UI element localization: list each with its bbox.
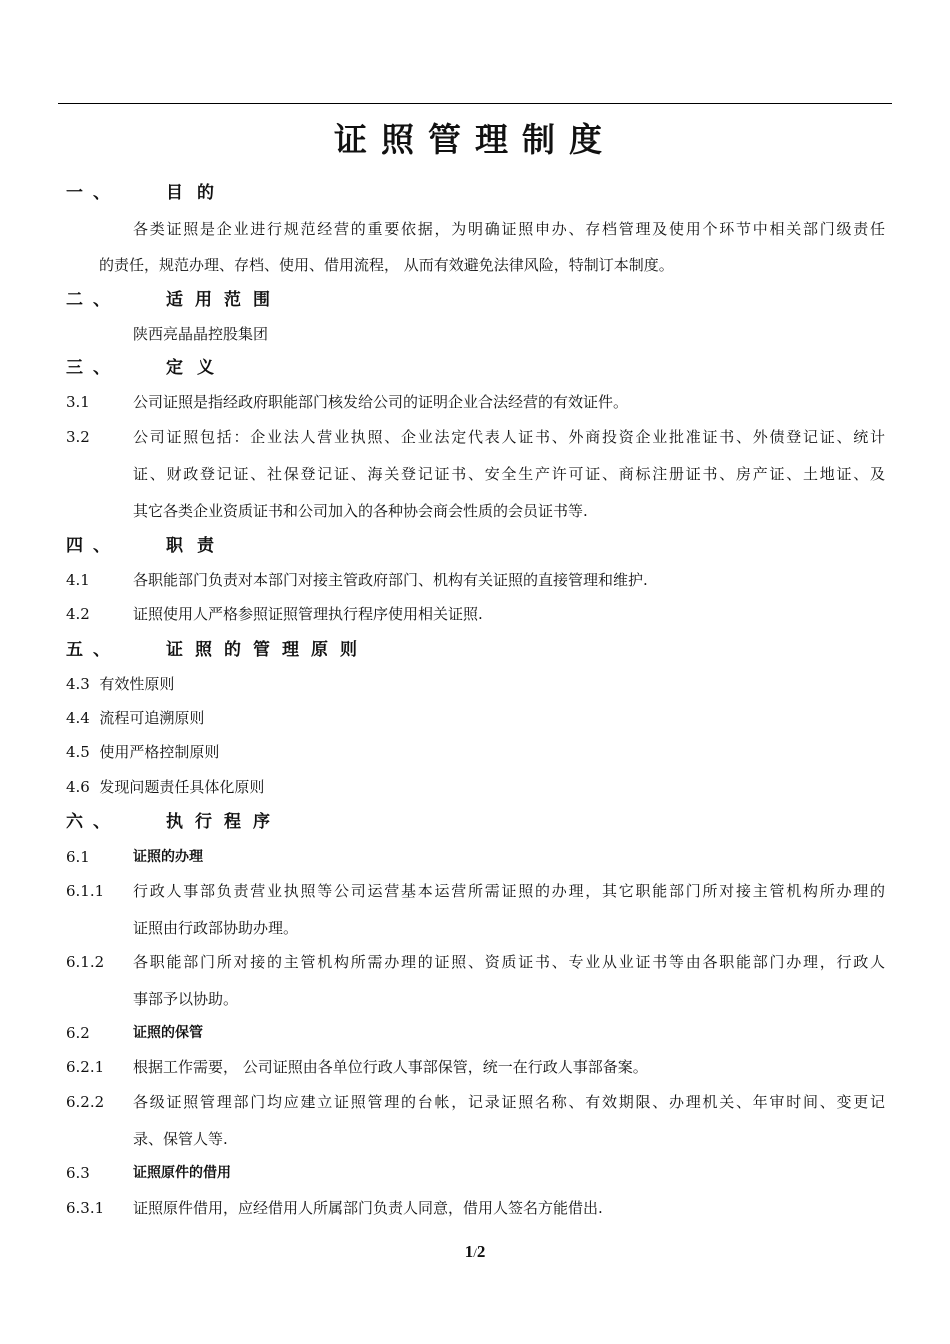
- clause-number: 6.3: [66, 1164, 90, 1182]
- clause-number: 6.3.1: [66, 1199, 105, 1217]
- section-number: 五、: [66, 640, 120, 660]
- principle-item: [66, 740, 219, 764]
- scope-text: 陕西亮晶晶控股集团: [133, 325, 269, 343]
- subsection-title: 证照的办理: [133, 849, 203, 865]
- clause-number: 6.2.1: [66, 1058, 105, 1076]
- subsection-title: 证照原件的借用: [133, 1165, 231, 1181]
- duty-4-2: 证照使用人严格参照证照管理执行程序使用相关证照.: [133, 605, 483, 623]
- principle-number: 4.4: [66, 709, 90, 727]
- clause-number: 4.1: [66, 571, 90, 589]
- section-heading-definitions: [66, 356, 228, 380]
- principle-text: 流程可追溯原则: [99, 709, 205, 727]
- clause-number: 3.1: [66, 393, 90, 411]
- principle-item: [66, 672, 174, 696]
- principle-number: 4.3: [66, 675, 90, 693]
- procedure-6-1-1-line-2: 证照由行政部协助办理。: [133, 919, 299, 937]
- section-name: 证照的管理原则: [166, 640, 369, 660]
- clause-number: 3.2: [66, 428, 90, 446]
- definition-3-2-line-1: 公司证照包括：企业法人营业执照、企业法定代表人证书、外商投资企业批准证书、外债登记证、统计: [133, 428, 885, 446]
- page-number: [0, 1242, 950, 1262]
- section-number: 二、: [66, 290, 120, 310]
- document-title: 证照管理制度: [334, 120, 616, 159]
- principle-text: 使用严格控制原则: [99, 743, 220, 761]
- clause-number: 6.1.1: [66, 882, 105, 900]
- procedure-6-1-1-line-1: 行政人事部负责营业执照等公司运营基本运营所需证照的办理，其它职能部门所对接主管机构所办理的: [133, 882, 885, 900]
- header-rule: [58, 103, 892, 104]
- section-number: 六、: [66, 812, 120, 832]
- section-name: 目的: [166, 183, 228, 203]
- procedure-6-2-2-line-2: 录、保管人等.: [133, 1130, 228, 1148]
- procedure-6-1-2-line-1: 各职能部门所对接的主管机构所需办理的证照、资质证书、专业从业证书等由各职能部门办理，行政人: [133, 953, 885, 971]
- purpose-line-1: 各类证照是企业进行规范经营的重要依据，为明确证照申办、存档管理及使用个环节中相关部门级责任: [133, 220, 885, 238]
- section-heading-principles: [66, 638, 369, 662]
- clause-number: 4.2: [66, 605, 90, 623]
- section-number: 四、: [66, 536, 120, 556]
- clause-number: 6.2.2: [66, 1093, 105, 1111]
- section-name: 适用范围: [166, 290, 282, 310]
- definition-3-2-line-3: 其它各类企业资质证书和公司加入的各种协会商会性质的会员证书等.: [133, 502, 588, 520]
- clause-number: 6.1: [66, 848, 90, 866]
- duty-4-1: 各职能部门负责对本部门对接主管政府部门、机构有关证照的直接管理和维护.: [133, 571, 648, 589]
- principle-item: [66, 706, 204, 730]
- current-page: 1: [464, 1242, 474, 1261]
- section-name: 职责: [166, 536, 228, 556]
- principle-number: 4.6: [66, 778, 90, 796]
- section-heading-duties: [66, 534, 228, 558]
- purpose-line-2: 的责任，规范办理、存档、使用、借用流程， 从而有效避免法律风险，特制订本制度。: [99, 256, 674, 274]
- subsection-title: 证照的保管: [133, 1025, 203, 1041]
- procedure-6-3-1: 证照原件借用，应经借用人所属部门负责人同意，借用人签名方能借出.: [133, 1199, 603, 1217]
- definition-3-2-line-2: 证、财政登记证、社保登记证、海关登记证书、安全生产许可证、商标注册证书、房产证、土地证、及: [133, 465, 885, 483]
- section-heading-procedures: [66, 810, 282, 834]
- principle-number: 4.5: [66, 743, 90, 761]
- section-number: 一、: [66, 183, 120, 203]
- definition-3-1: 公司证照是指经政府职能部门核发给公司的证明企业合法经营的有效证件。: [133, 393, 629, 411]
- procedure-6-2-2-line-1: 各级证照管理部门均应建立证照管理的台帐，记录证照名称、有效期限、办理机关、年审时间、变更记: [133, 1093, 885, 1111]
- section-number: 三、: [66, 358, 120, 378]
- clause-number: 6.1.2: [66, 953, 105, 971]
- principle-item: [66, 775, 264, 799]
- principle-text: 发现问题责任具体化原则: [99, 778, 265, 796]
- section-heading-scope: [66, 288, 282, 312]
- principle-text: 有效性原则: [99, 675, 175, 693]
- procedure-6-1-2-line-2: 事部予以协助。: [133, 990, 239, 1008]
- page-separator: /: [473, 1245, 477, 1260]
- procedure-6-2-1: 根据工作需要， 公司证照由各单位行政人事部保管，统一在行政人事部备案。: [133, 1058, 648, 1076]
- section-heading-purpose: [66, 181, 228, 205]
- section-name: 定义: [166, 358, 228, 378]
- clause-number: 6.2: [66, 1024, 90, 1042]
- total-pages: 2: [476, 1242, 486, 1261]
- section-name: 执行程序: [166, 812, 282, 832]
